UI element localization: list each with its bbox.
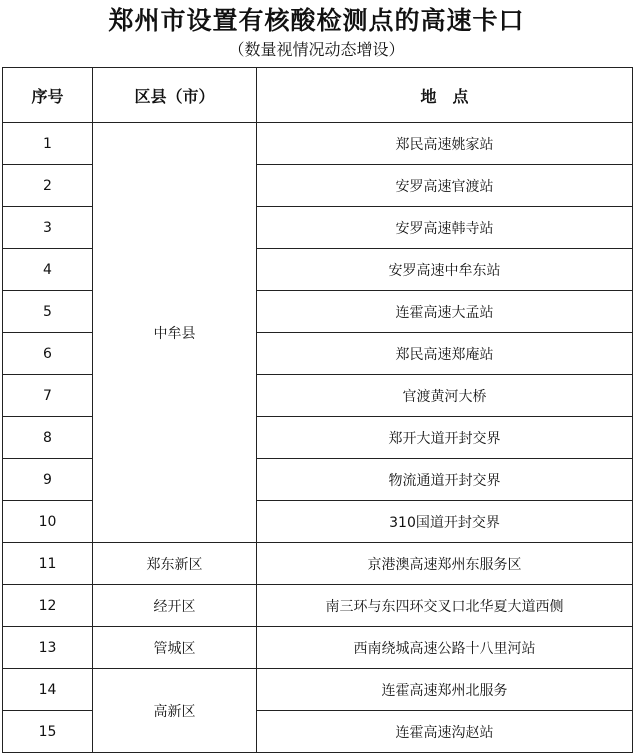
location-cell: 连霍高速郑州北服务 — [257, 669, 633, 711]
district-cell: 中牟县 — [93, 123, 257, 543]
district-cell: 郑东新区 — [93, 543, 257, 585]
district-cell: 管城区 — [93, 627, 257, 669]
header-no: 序号 — [3, 68, 93, 123]
header-district: 区县（市） — [93, 68, 257, 123]
location-cell: 安罗高速中牟东站 — [257, 249, 633, 291]
page-title: 郑州市设置有核酸检测点的高速卡口 — [108, 6, 525, 35]
location-cell: 310国道开封交界 — [257, 501, 633, 543]
location-cell: 官渡黄河大桥 — [257, 375, 633, 417]
location-cell: 郑开大道开封交界 — [257, 417, 633, 459]
district-cell: 高新区 — [93, 669, 257, 753]
location-cell: 西南绕城高速公路十八里河站 — [257, 627, 633, 669]
row-number: 9 — [3, 459, 93, 501]
location-cell: 郑民高速姚家站 — [257, 123, 633, 165]
location-cell: 物流通道开封交界 — [257, 459, 633, 501]
row-number: 12 — [3, 585, 93, 627]
location-cell: 连霍高速大孟站 — [257, 291, 633, 333]
row-number: 13 — [3, 627, 93, 669]
row-number: 7 — [3, 375, 93, 417]
table-body — [3, 123, 633, 753]
row-number: 5 — [3, 291, 93, 333]
location-cell: 京港澳高速郑州东服务区 — [257, 543, 633, 585]
row-number: 6 — [3, 333, 93, 375]
page-subtitle: （数量视情况动态增设） — [228, 40, 405, 59]
location-cell: 南三环与东四环交叉口北华夏大道西侧 — [257, 585, 633, 627]
row-number: 2 — [3, 165, 93, 207]
header-location: 地 点 — [257, 68, 633, 123]
row-number: 8 — [3, 417, 93, 459]
row-number: 4 — [3, 249, 93, 291]
row-number: 1 — [3, 123, 93, 165]
location-cell: 安罗高速官渡站 — [257, 165, 633, 207]
table-row — [3, 123, 633, 165]
table-row — [3, 669, 633, 711]
checkpoint-table — [2, 67, 633, 753]
location-cell: 连霍高速沟赵站 — [257, 711, 633, 753]
location-cell: 郑民高速郑庵站 — [257, 333, 633, 375]
row-number: 11 — [3, 543, 93, 585]
table-row — [3, 627, 633, 669]
table-header-row — [3, 68, 633, 123]
row-number: 3 — [3, 207, 93, 249]
district-cell: 经开区 — [93, 585, 257, 627]
row-number: 14 — [3, 669, 93, 711]
table-row — [3, 543, 633, 585]
row-number: 10 — [3, 501, 93, 543]
location-cell: 安罗高速韩寺站 — [257, 207, 633, 249]
table-row — [3, 585, 633, 627]
row-number: 15 — [3, 711, 93, 753]
